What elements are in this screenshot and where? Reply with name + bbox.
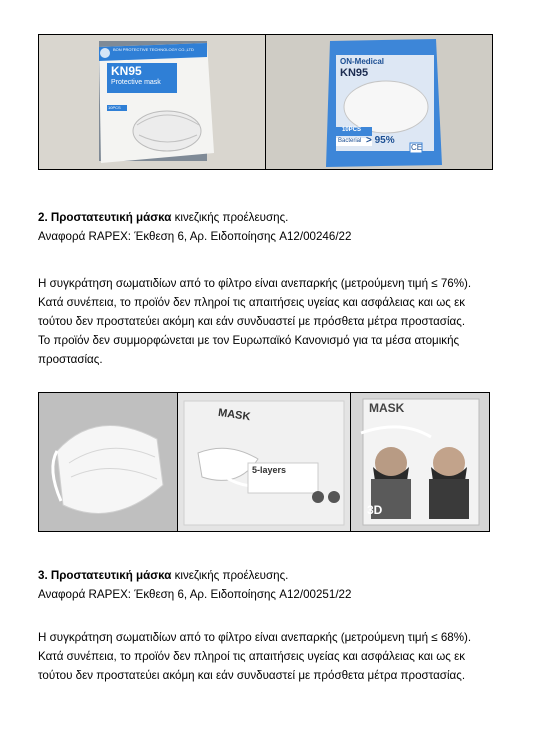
section-2-body xyxy=(38,274,508,369)
image-cell xyxy=(178,393,351,532)
product-photo-kn95-bag xyxy=(266,35,492,169)
section-2-reference: Αναφορά RAPEX: Έκθεση 6, Αρ. Ειδοποίησης A12/00246/22 xyxy=(38,230,352,243)
section-3-reference: Αναφορά RAPEX: Έκθεση 6, Αρ. Ειδοποίησης A12/00251/22 xyxy=(38,588,352,601)
box-3d-text: 3D xyxy=(367,503,383,517)
section-3-body xyxy=(38,628,508,685)
section-2-line: Η συγκράτηση σωματιδίων από το φίλτρο είναι ανεπαρκής (μετρούμενη τιμή ≤ 76%). xyxy=(38,277,472,290)
bag-bacterial-value: > 95% xyxy=(366,135,395,146)
image-cell xyxy=(39,35,266,170)
bag-brand-text: ON-Medical xyxy=(340,57,385,66)
section-2-line: Κατά συνέπεια, το προϊόν δεν πληροί τις απαιτήσεις υγείας και ασφάλειας και ως εκ xyxy=(38,296,466,309)
product-images-table-2 xyxy=(38,392,490,532)
section-3-line: Η συγκράτηση σωματιδίων από το φίλτρο είναι ανεπαρκής (μετρούμενη τιμή ≤ 68%). xyxy=(38,631,472,644)
image-cell xyxy=(39,393,178,532)
product-photo-5-layer-bag xyxy=(178,393,350,531)
section-3-heading-rest: κινεζικής προέλευσης. xyxy=(171,569,289,582)
section-2-line: Το προϊόν δεν συμμορφώνεται με τον Ευρωπαϊκό Κανονισμό για τα μέσα ατομικής xyxy=(38,334,460,347)
product-photo-kn95-box xyxy=(39,35,265,169)
product-photo-3d-mask-box xyxy=(351,393,489,531)
bag-mask-text: MASK xyxy=(217,406,252,424)
box-kn95-text: KN95 xyxy=(111,64,142,78)
section-2-line: προστασίας. xyxy=(38,353,103,366)
bag-bacterial-label: Bacterial xyxy=(338,138,362,144)
section-3-heading-bold: 3. Προστατευτική μάσκα xyxy=(38,569,172,582)
section-3-heading xyxy=(38,566,508,604)
section-3-line: Κατά συνέπεια, το προϊόν δεν πληροί τις απαιτήσεις υγείας και ασφάλειας και ως εκ xyxy=(38,650,466,663)
box-subtitle-text: Protective mask xyxy=(111,79,161,86)
box-brand-text: BON PROTECTIVE TECHNOLOGY CO.,LTD xyxy=(113,47,194,52)
box-mask-text: MASK xyxy=(369,401,405,415)
bag-count-text: 10PCS xyxy=(342,127,362,133)
bag-kn95-text: KN95 xyxy=(340,67,369,79)
product-images-table-1 xyxy=(38,34,493,170)
box-note-text: 10PCS xyxy=(108,105,121,110)
bag-5-layers-text: 5-layers xyxy=(252,465,287,475)
section-2-heading-rest: κινεζικής προέλευσης. xyxy=(171,211,289,224)
bag-ce-text: CE xyxy=(411,143,423,152)
section-2-heading-bold: 2. Προστατευτική μάσκα xyxy=(38,211,172,224)
section-3-line: τούτου δεν προστατεύει ακόμη και εάν συνδυαστεί με πρόσθετα μέτρα προστασίας. xyxy=(38,669,466,682)
product-photo-white-mask xyxy=(39,393,177,531)
image-cell xyxy=(351,393,490,532)
image-cell xyxy=(266,35,493,170)
section-2-line: τούτου δεν προστατεύει ακόμη και εάν συνδυαστεί με πρόσθετα μέτρα προστασίας. xyxy=(38,315,466,328)
section-2-heading xyxy=(38,208,508,246)
